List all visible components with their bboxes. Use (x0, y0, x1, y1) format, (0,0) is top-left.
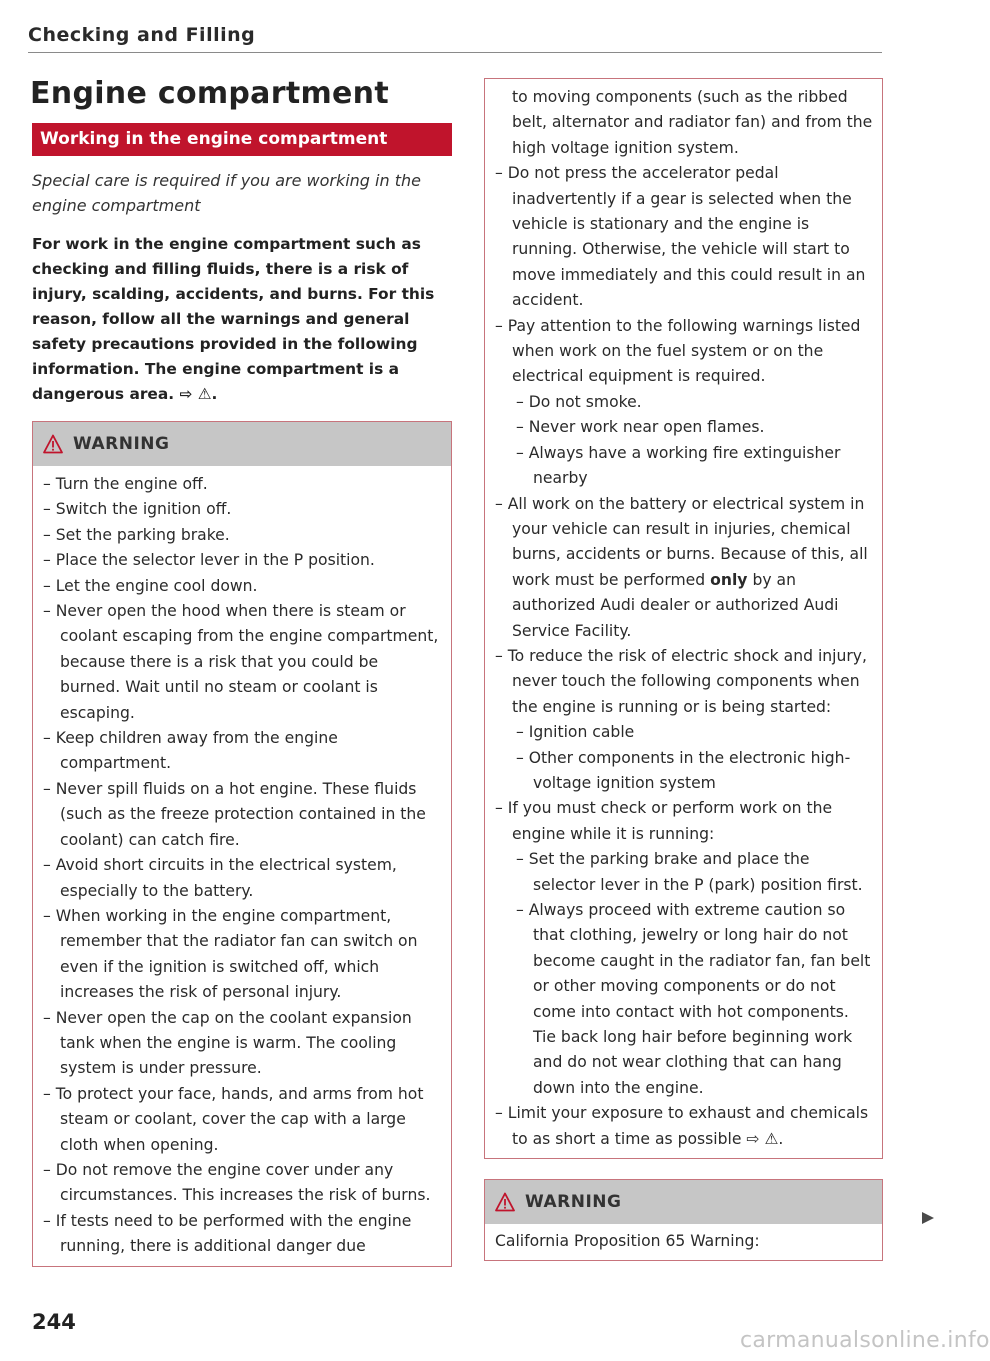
intro-text: Special care is required if you are working in the engine compartment (32, 171, 421, 215)
warning-item-text: by an authorized Audi dealer or authorized Audi Service Facility. (512, 570, 839, 640)
running-header: Checking and Filling (28, 24, 256, 46)
warning-triangle-icon (495, 1192, 515, 1212)
emphasis-text: only (710, 570, 748, 589)
warning-item: – If you must check or perform work on the engine while it is running: (495, 799, 833, 843)
warning-label: WARNING (73, 434, 170, 454)
warning-subitem: – Always have a working fire extinguisher nearby (516, 443, 841, 488)
warning-item: – Switch the ignition off. (43, 500, 232, 519)
warning-item: – Let the engine cool down. (43, 576, 258, 595)
warning-item: – Do not remove the engine cover under any circumstances. This increases the risk of burns. (43, 1160, 431, 1205)
section-title: Engine compartment (30, 76, 389, 111)
warning-box (32, 421, 452, 1267)
warning-item (495, 492, 874, 644)
safety-notice (32, 232, 452, 407)
warning-reference-link[interactable]: ⇨ ⚠. (179, 385, 218, 403)
warning-header (485, 1180, 882, 1224)
warning-subitem: – Never work near open flames. (516, 418, 765, 437)
warning-item: – Never spill fluids on a hot engine. These fluids (such as the freeze protection contained in the coolant) can catch fire. (43, 779, 426, 849)
warning-subitem: – Always proceed with extreme caution so that clothing, jewelry or long hair do not become caught in the radiator fan, fan belt or other moving components or do not come into contact with hot components. Tie back long hair before beginning work and do not wear clothing that can hang down into the engine. (516, 901, 871, 1097)
warning-item: – Never open the cap on the coolant expansion tank when the engine is warm. The cooling system is under pressure. (43, 1008, 412, 1078)
warning-item: – Turn the engine off. (43, 475, 208, 493)
warning-label: WARNING (525, 1192, 622, 1213)
warning-box-2 (484, 1179, 883, 1261)
subsection-title: Working in the engine compartment (32, 123, 452, 156)
warning-item: to moving components (such as the ribbed belt, alternator and radiator fan) and from the high voltage ignition system. (512, 88, 873, 157)
page-number: 244 (32, 1310, 76, 1334)
warning-item: – Do not press the accelerator pedal inadvertently if a gear is selected when the vehicle is stationary and the engine is running. Otherwise, the vehicle will start to move immediately and this could result in an accident. (495, 164, 866, 310)
warning-item: – When working in the engine compartment, remember that the radiator fan can switch on even if the ignition is switched off, which increases the risk of personal injury. (43, 906, 418, 1002)
continue-arrow-icon (921, 1211, 935, 1225)
warning-item: – To protect your face, hands, and arms from hot steam or coolant, cover the cap with a large cloth when opening. (43, 1084, 424, 1154)
left-column (32, 72, 452, 1267)
warning-text: California Proposition 65 Warning: (495, 1232, 760, 1251)
warning-item: – Limit your exposure to exhaust and chemicals to as short a time as possible ⇨ ⚠. (495, 1104, 869, 1148)
warning-subitem: – Ignition cable (516, 723, 635, 742)
warning-subitem: – Set the parking brake and place the selector lever in the P (park) position first. (516, 850, 863, 894)
safety-notice-text: For work in the engine compartment such as checking and filling fluids, there is a risk of injury, scalding, accidents, and burns. For this reason, follow all the warnings and general safety precautions provided in the following information. The engine compartment is a dangerous area. (32, 235, 435, 403)
warning-box-continued (484, 78, 883, 1159)
warning-item: – To reduce the risk of electric shock and injury, never touch the following components when the engine is running or is being started: (495, 646, 867, 716)
watermark: carmanualsonline.info (740, 1328, 990, 1353)
warning-item: – Never open the hood when there is steam or coolant escaping from the engine compartment, because there is a risk that you could be burned. Wait until no steam or coolant is escaping. (43, 602, 439, 722)
warning-item: – Set the parking brake. (43, 525, 230, 544)
header-divider (28, 52, 882, 53)
warning-list-continued (485, 79, 882, 1158)
warning-header (33, 422, 451, 466)
warning-item: – Pay attention to the following warnings listed when work on the fuel system or on the electrical equipment is required. (495, 316, 861, 386)
warning-item: – If tests need to be performed with the engine running, there is additional danger due (43, 1211, 412, 1256)
warning-item: – Avoid short circuits in the electrical system, especially to the battery. (43, 856, 397, 900)
right-column (484, 78, 883, 1261)
warning-triangle-icon (43, 434, 63, 454)
warning-item-text: – All work on the battery or electrical system in your vehicle can result in injuries, chemical burns, accidents or burns. Because of this, all work must be performed (495, 494, 868, 589)
warning-item: – Keep children away from the engine compartment. (43, 729, 338, 773)
warning-item: – Place the selector lever in the P position. (43, 551, 375, 570)
warning-subitem: – Other components in the electronic high-voltage ignition system (516, 748, 851, 792)
warning-list (33, 466, 451, 1266)
warning-subitem: – Do not smoke. (516, 392, 642, 411)
